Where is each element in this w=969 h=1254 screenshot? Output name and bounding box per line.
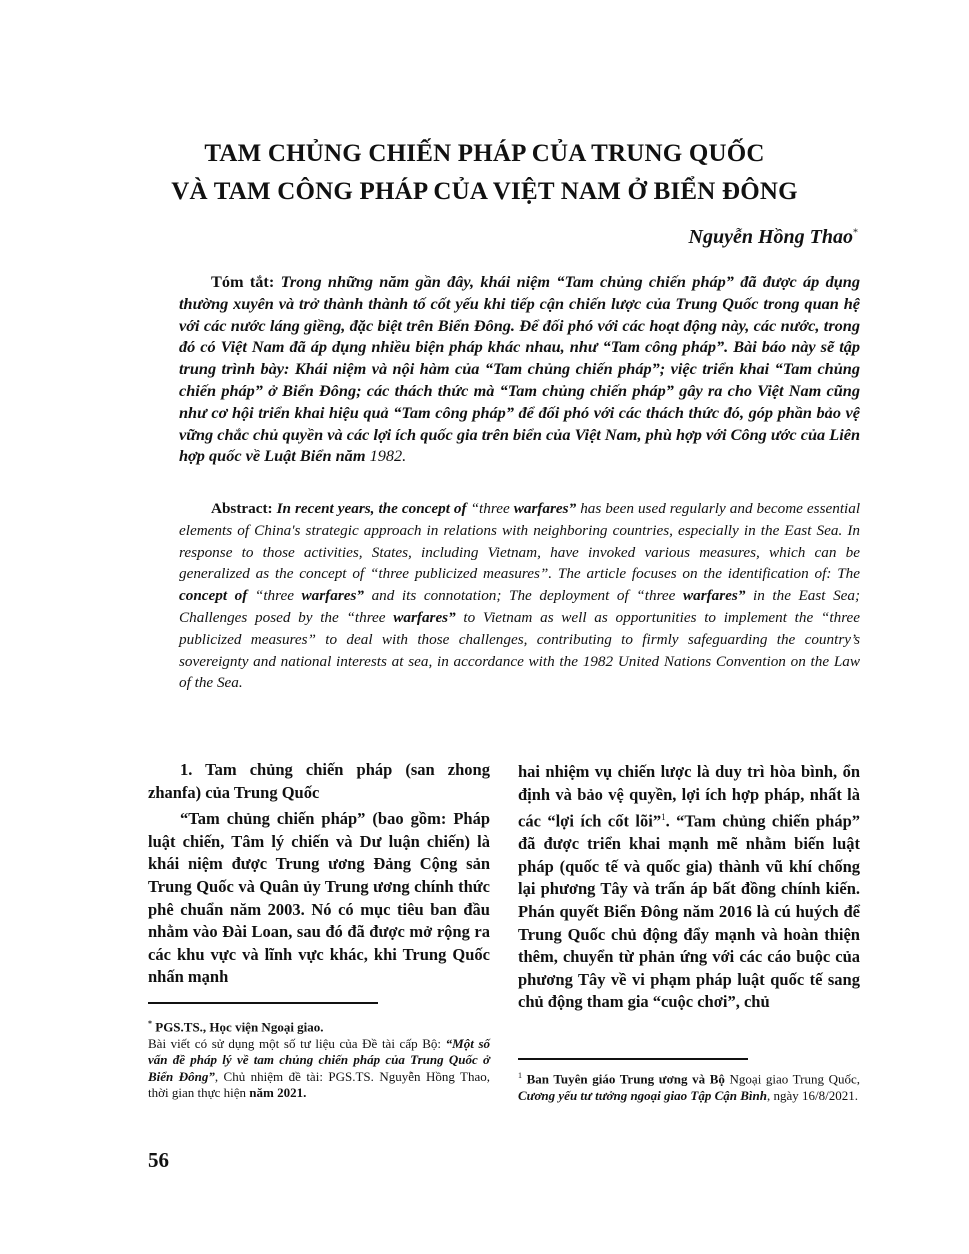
- body-right-part-b: . “Tam chủng chiến pháp” đã được triển khai mạnh mẽ nhằm biến luật pháp (quốc tế và quốc gia) thành vũ khí chống lại phương Tây và trấn áp bất đồng chính kiến. Phán quyết Biển Đông năm 2016 là cú huých để Trung Quốc chủ động đẩy mạnh và hoàn thiện thêm, chuyển từ phản ứng với các cáo buộc của phương Tây về vi phạm pháp luật quốc tế sang chủ động tham gia “cuộc chơi”, chủ: [518, 811, 860, 1012]
- abstract-en-part-1: In recent years, the concept of: [276, 500, 467, 517]
- author-byline: [689, 226, 858, 249]
- footnote-right: [518, 1068, 860, 1104]
- abstract-en-part-4: and its connotation; The deployment of “three: [371, 587, 676, 605]
- footnote-mark-star: *: [148, 1019, 152, 1028]
- abstract-en-warfares-3: warfares”: [682, 587, 746, 605]
- article-title-line-2: VÀ TAM CÔNG PHÁP CỦA VIỆT NAM Ở BIỂN ĐÔNG: [171, 178, 798, 205]
- abstract-vn-year: 1982.: [369, 446, 407, 466]
- footnote-left-year: năm 2021.: [249, 1085, 307, 1101]
- footnote-left: [148, 1016, 490, 1102]
- abstract-en-concept-of: concept of: [179, 587, 248, 605]
- abstract-vn-text: Trong những năm gần đây, khái niệm “Tam chủng chiến pháp” đã được áp dụng thường xuyên và trở thành thành tố cốt yếu khi tiếp cận chiến lược của Trung Quốc trong quan hệ với các nước láng giềng, đặc biệt trên Biển Đông. Để đối phó với các hoạt động này, các nước, trong đó có Việt Nam đã áp dụng nhiều biện pháp khác nhau, như “Tam công pháp”. Bài báo này sẽ tập trung trình bày: Khái niệm và nội hàm của “Tam chủng chiến pháp”; việc triển khai “Tam chủng chiến pháp” ở Biển Đông; các thách thức mà “Tam chủng chiến pháp” gây ra cho Việt Nam cũng như cơ hội triển khai hiệu quả “Tam công pháp” để đối phó với các thách thức đó, góp phần bảo vệ vững chắc chủ quyền và các lợi ích quốc gia trên biển của Việt Nam, phù hợp với Công ước của Liên hợp quốc về Luật Biển năm: [179, 272, 860, 466]
- abstract-en-measures-1: “three publicized measures”: [369, 565, 549, 583]
- footnote-reference-1: 1: [661, 812, 666, 823]
- author-affiliation: PGS.TS., Học viện Ngoại giao.: [155, 1019, 324, 1035]
- author-footnote-mark: *: [853, 227, 858, 239]
- footnote-right-source: Ban Tuyên giáo Trung ương và Bộ: [526, 1071, 725, 1087]
- footnote-separator-right: [518, 1058, 748, 1060]
- abstract-en-warfares-4: warfares”: [393, 608, 456, 626]
- footnote-separator-left: [148, 1002, 378, 1004]
- body-paragraph-left: “Tam chủng chiến pháp” (bao gồm: Pháp luật chiến, Tâm lý chiến và Dư luận chiến) là khái niệm được Trung ương Đảng Cộng sản Trung Quốc và Quân ủy Trung ương chính thức phê chuẩn năm 2003. Nó có mục tiêu ban đầu nhằm vào Đài Loan, sau đó đã được mở rộng ra các khu vực và lĩnh vực khác, khi Trung Quốc nhấn mạnh: [148, 809, 490, 987]
- abstract-en-quote-1: “three: [470, 500, 510, 517]
- abstract-en-label: Abstract:: [211, 500, 273, 517]
- section-heading: 1. Tam chủng chiến pháp (san zhong zhanfa) của Trung Quốc: [148, 760, 490, 802]
- footnote-right-rest-b: , ngày 16/8/2021.: [766, 1087, 858, 1103]
- abstract-en-part-5: in the East Sea; Challenges posed by the “three: [179, 587, 861, 626]
- body-right-part-a: hai nhiệm vụ chiến lược là duy trì hòa bình, ổn định và bảo vệ quyền, lợi ích hợp pháp, nhất là các “lợi ích cốt lõi”: [518, 762, 860, 831]
- abstract-en-quote-2: “three: [254, 587, 294, 605]
- footnote-left-project-title: “Một số vấn đề pháp lý về tam chủng chiến pháp của Trung Quốc ở Biển Đông”: [148, 1035, 491, 1084]
- abstract-en-warfares-1: warfares”: [513, 500, 577, 517]
- body-column-right: [518, 761, 860, 1014]
- footnote-left-note-b: , Chủ nhiệm đề tài: PGS.TS. Nguyễn Hồng Thao, thời gian thực hiện: [148, 1068, 490, 1101]
- abstract-vietnamese: [179, 271, 860, 467]
- footnote-number-1: 1: [518, 1071, 522, 1080]
- body-column-left: [148, 759, 490, 989]
- abstract-en-part-6: to Vietnam as well as opportunities to implement the “three publicized measures” to deal with those challenges, contributing to firmly safeguarding the country’s sovereignty and national interests at sea, in accordance with the 1982 United Nations Convention on the Law of the Sea.: [179, 608, 861, 692]
- author-name: Nguyễn Hồng Thao: [688, 226, 853, 248]
- footnote-right-rest-a: Ngoại giao Trung Quốc,: [729, 1071, 861, 1087]
- abstract-english: [179, 498, 860, 694]
- footnote-right-book-title: Cương yếu tư tưởng ngoại giao Tập Cận Bình: [518, 1087, 767, 1103]
- abstract-vn-label: Tóm tắt:: [211, 272, 275, 291]
- article-title-line-1: TAM CHỦNG CHIẾN PHÁP CỦA TRUNG QUỐC: [204, 140, 765, 167]
- page-number: 56: [148, 1148, 169, 1172]
- abstract-en-warfares-2: warfares”: [301, 587, 364, 605]
- abstract-en-part-2: has been used regularly and become essential elements of China's strategic approach in relations with neighboring countries, especially in the East Sea. In response to those activities, States, including Vietnam, have invoked various measures, which can be generalized as the concept of: [179, 500, 861, 583]
- footnote-left-note-a: Bài viết có sử dụng một số tư liệu của Đề tài cấp Bộ:: [148, 1035, 442, 1051]
- abstract-en-part-3: . The article focuses on the identification of: The: [548, 565, 860, 583]
